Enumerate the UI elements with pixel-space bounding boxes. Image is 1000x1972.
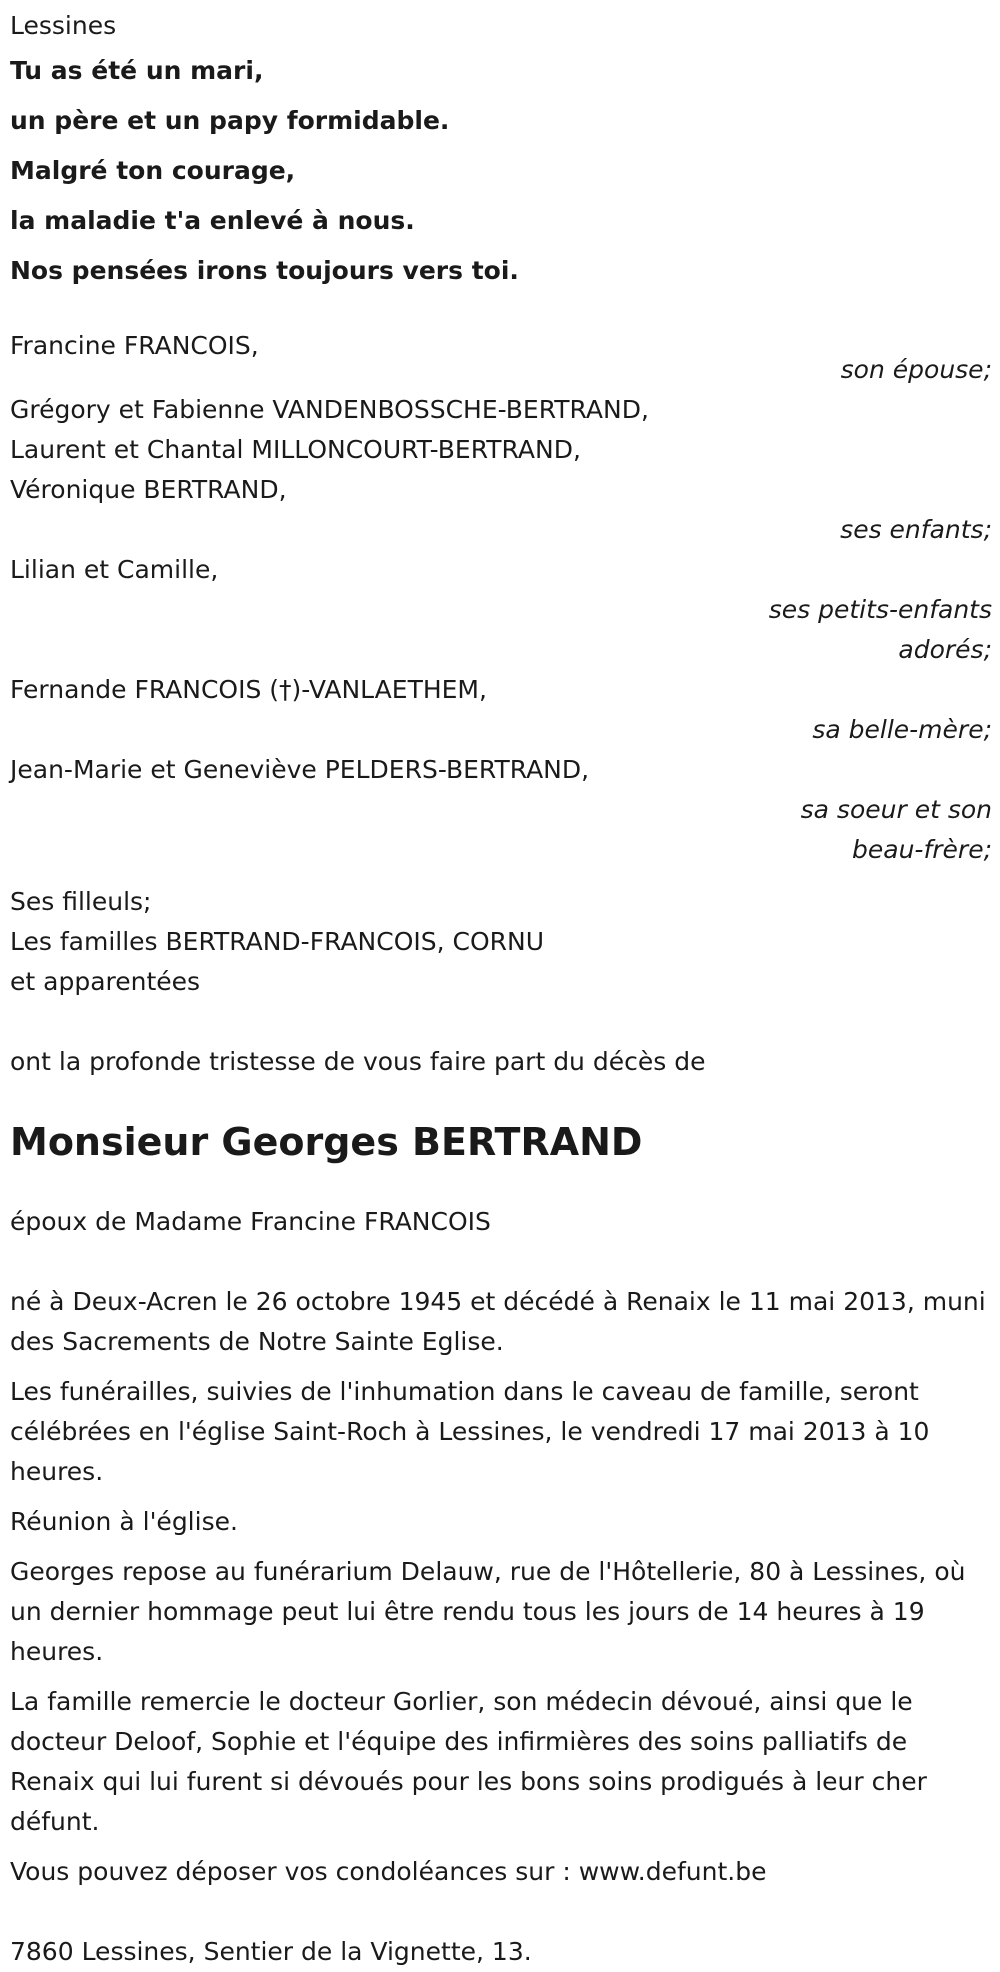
funerarium-paragraph: Georges repose au funérarium Delauw, rue de l'Hôtellerie, 80 à Lessines, où un dernier hommage peut lui être rendu tous les jours de 14 heures à 19 heures. [10,1557,966,1666]
details [10,1282,992,1892]
grandchildren-role-cont: adorés; [898,635,992,664]
poem-line: un père et un papy formidable. [10,106,450,135]
poem [10,46,992,296]
godchildren: Ses filleuls; [10,887,152,916]
meeting-paragraph: Réunion à l'église. [10,1507,238,1536]
poem-line: la maladie t'a enlevé à nous. [10,206,415,235]
families: Les familles BERTRAND-FRANCOIS, CORNU [10,927,545,956]
poem-line: Nos pensées irons toujours vers toi. [10,256,519,285]
family-list [10,326,992,1002]
spouse-name: Francine FRANCOIS, [10,331,259,360]
announcement: ont la profonde tristesse de vous faire part du décès de [10,1047,706,1076]
sister-role: sa soeur et son [800,795,992,824]
children-role: ses enfants; [840,515,992,544]
mother-in-law-name: Fernande FRANCOIS (†)-VANLAETHEM, [10,675,487,704]
sister-role-cont: beau-frère; [852,835,992,864]
thanks-paragraph: La famille remercie le docteur Gorlier, son médecin dévoué, ainsi que le docteur Deloof, Sophie et l'équipe des infirmières des soins palliatifs de Renaix qui lui furent si dévoués pour les bons soins prodigués à leur cher défunt. [10,1687,927,1836]
child-name: Grégory et Fabienne VANDENBOSSCHE-BERTRAND, [10,395,649,424]
funeral-paragraph: Les funérailles, suivies de l'inhumation dans le caveau de famille, seront célébrées en l'église Saint-Roch à Lessines, le vendredi 17 mai 2013 à 10 heures. [10,1377,930,1486]
location-header: Lessines [10,11,117,40]
grandchildren-names: Lilian et Camille, [10,555,219,584]
birth-death-paragraph: né à Deux-Acren le 26 octobre 1945 et décédé à Renaix le 11 mai 2013, muni des Sacrements de Notre Sainte Eglise. [10,1287,986,1356]
sister-name: Jean-Marie et Geneviève PELDERS-BERTRAND, [10,755,590,784]
condolences-paragraph: Vous pouvez déposer vos condoléances sur : www.defunt.be [10,1857,767,1886]
spouse-line: époux de Madame Francine FRANCOIS [10,1207,491,1236]
spouse-role: son épouse; [840,355,992,384]
child-name: Laurent et Chantal MILLONCOURT-BERTRAND, [10,435,581,464]
poem-line: Tu as été un mari, [10,56,264,85]
deceased-name: Monsieur Georges BERTRAND [10,1120,643,1164]
relatives: et apparentées [10,967,201,996]
obituary-notice [10,6,992,1972]
address: 7860 Lessines, Sentier de la Vignette, 13. [10,1937,532,1966]
mother-in-law-role: sa belle-mère; [812,715,992,744]
poem-line: Malgré ton courage, [10,156,296,185]
child-name: Véronique BERTRAND, [10,475,287,504]
grandchildren-role: ses petits-enfants [768,595,992,624]
